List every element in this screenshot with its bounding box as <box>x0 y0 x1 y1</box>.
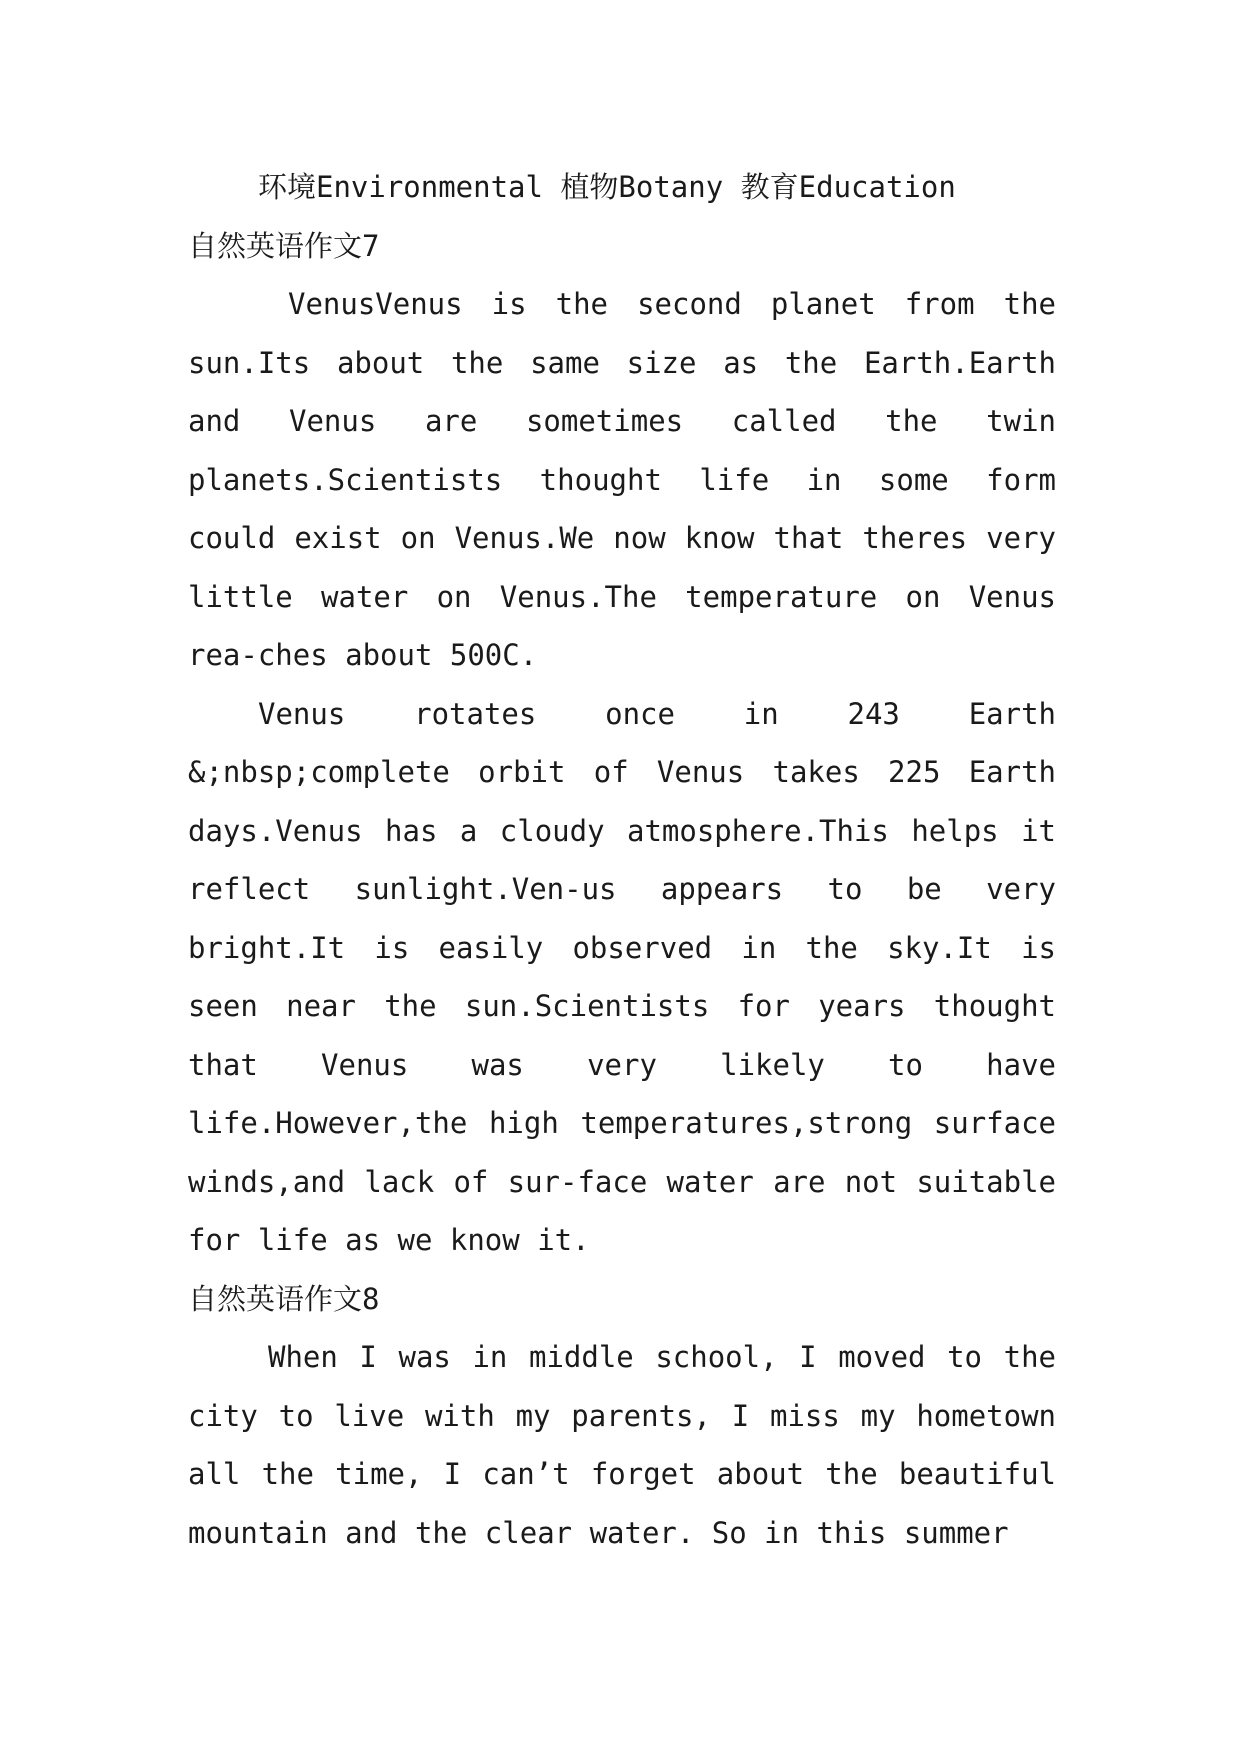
section-heading-8: 自然英语作文8 <box>188 1281 380 1316</box>
paragraph-venus-orbit: Venus rotates once in 243 Earth &;nbsp;complete orbit of Venus takes 225 Earth days.Venus has a cloudy atmosphere.This helps it reflect sunlight.Ven-us appears to be very bright.It is easily observed in the sky.It is seen near the sun.Scientists for years thought that Venus was very likely to have life.However,the high temperatures,strong surface winds,and lack of sur-face water are not suitable for life as we know it. <box>188 696 1056 1257</box>
section-heading-7: 自然英语作文7 <box>188 228 380 263</box>
keyword-tags: 环境Environmental 植物Botany 教育Education <box>258 170 956 204</box>
paragraph-hometown: When I was in middle school, I moved to the city to live with my parents, I miss my hometown all the time, I can’t forget about the beautiful mountain and the clear water. So in this summer <box>188 1340 1056 1550</box>
paragraph-venus-intro: VenusVenus is the second planet from the sun.Its about the same size as the Earth.Earth and Venus are sometimes called the twin planets.Scientists thought life in some form could exist on Venus.We now know that theres very little water on Venus.The temperature on Venus rea-ches about 500C. <box>188 287 1056 672</box>
document-body <box>188 158 1056 1562</box>
